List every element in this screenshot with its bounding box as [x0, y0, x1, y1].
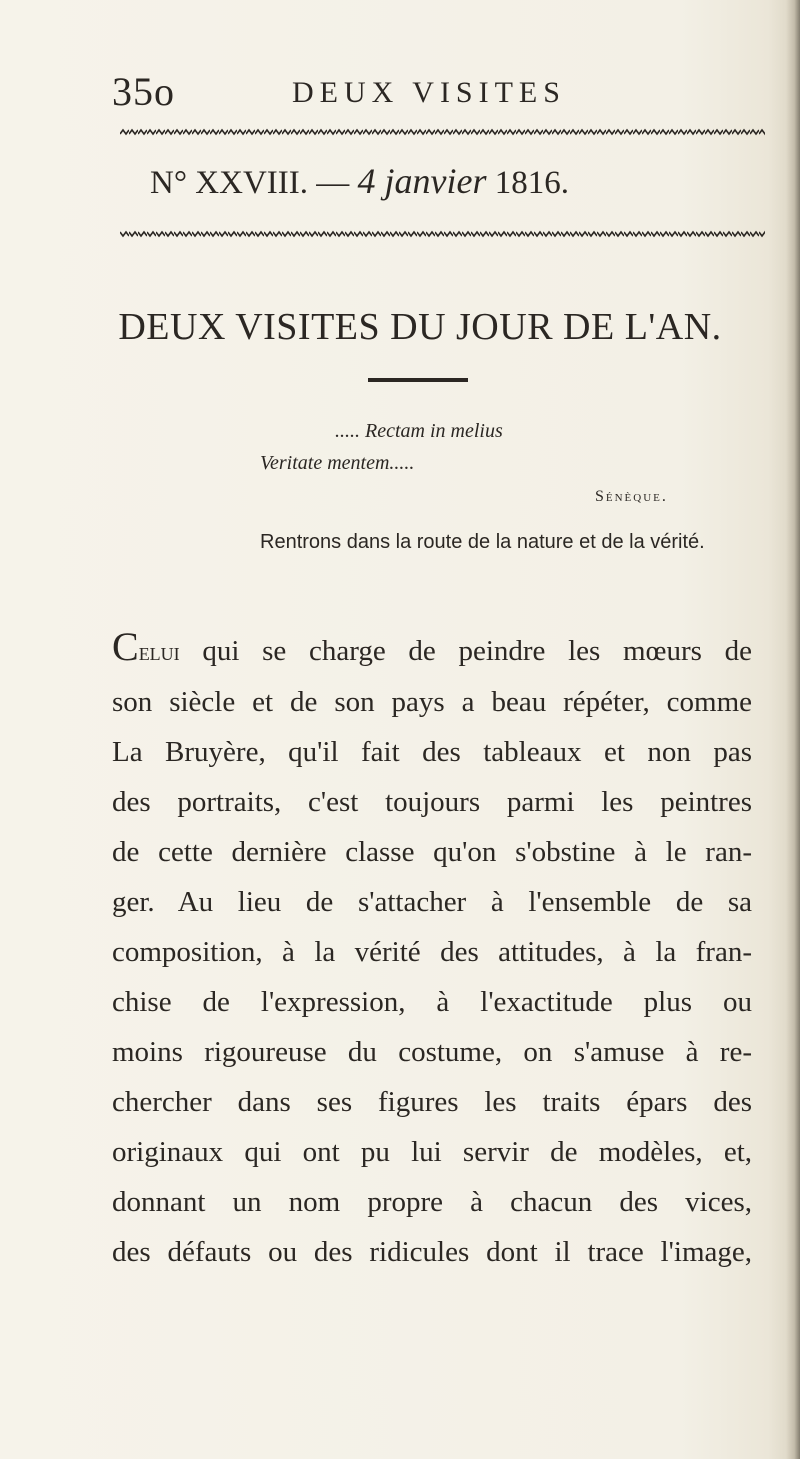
body-line: qui se charge de peindre les mœurs de: [179, 635, 752, 667]
body-line: son siècle et de son pays a beau répéter, comme: [112, 686, 752, 718]
body-line: des portraits, c'est toujours parmi les peintres: [112, 786, 752, 818]
page-number: 35o: [112, 69, 175, 114]
body-line: chercher dans ses figures les traits épars des: [112, 1086, 752, 1118]
body-line: ger. Au lieu de s'attacher à l'ensemble de sa: [112, 886, 752, 918]
title-rule: [368, 378, 468, 382]
issue-line: [150, 160, 750, 202]
body-line: des défauts ou des ridicules dont il trace l'image,: [112, 1236, 752, 1268]
body-line: composition, à la vérité des attitudes, à la fran-: [112, 936, 752, 968]
small-caps-word: elui: [138, 637, 180, 666]
body-line: de cette dernière classe qu'on s'obstine à le ran-: [112, 836, 752, 868]
issue-year: 1816.: [494, 165, 569, 201]
drop-cap: C: [112, 624, 139, 669]
running-title: DEUX VISITES: [292, 76, 566, 109]
epigraph-author: Sénèque.: [595, 488, 668, 505]
wave-ornament-icon: [120, 230, 765, 238]
body-line: moins rigoureuse du costume, on s'amuse à re-: [112, 1036, 752, 1068]
page-header: [112, 68, 672, 114]
body-line-first: [112, 622, 752, 677]
body-line: donnant un nom propre à chacun des vices,: [112, 1186, 752, 1218]
chapter-title: DEUX VISITES DU JOUR DE L'AN.: [118, 306, 722, 348]
body-line: originaux qui ont pu lui servir de modèles, et,: [112, 1136, 752, 1168]
page-edge-shadow: [786, 0, 800, 1459]
ornamental-rule-top: [120, 128, 765, 136]
body-line: chise de l'expression, à l'exactitude plus ou: [112, 986, 752, 1018]
issue-date: 4 janvier: [357, 161, 487, 201]
epigraph-line-2: Veritate mentem.....: [260, 452, 415, 474]
wave-ornament-icon: [120, 128, 765, 136]
ornamental-rule-bottom: [120, 230, 765, 238]
epigraph-translation: Rentrons dans la route de la nature et de la vérité.: [260, 531, 705, 553]
body-line: La Bruyère, qu'il fait des tableaux et non pas: [112, 736, 752, 768]
body-paragraph: [112, 622, 752, 1277]
epigraph-line-1: ..... Rectam in melius: [335, 420, 503, 442]
issue-number: N° XXVIII. —: [150, 165, 350, 201]
